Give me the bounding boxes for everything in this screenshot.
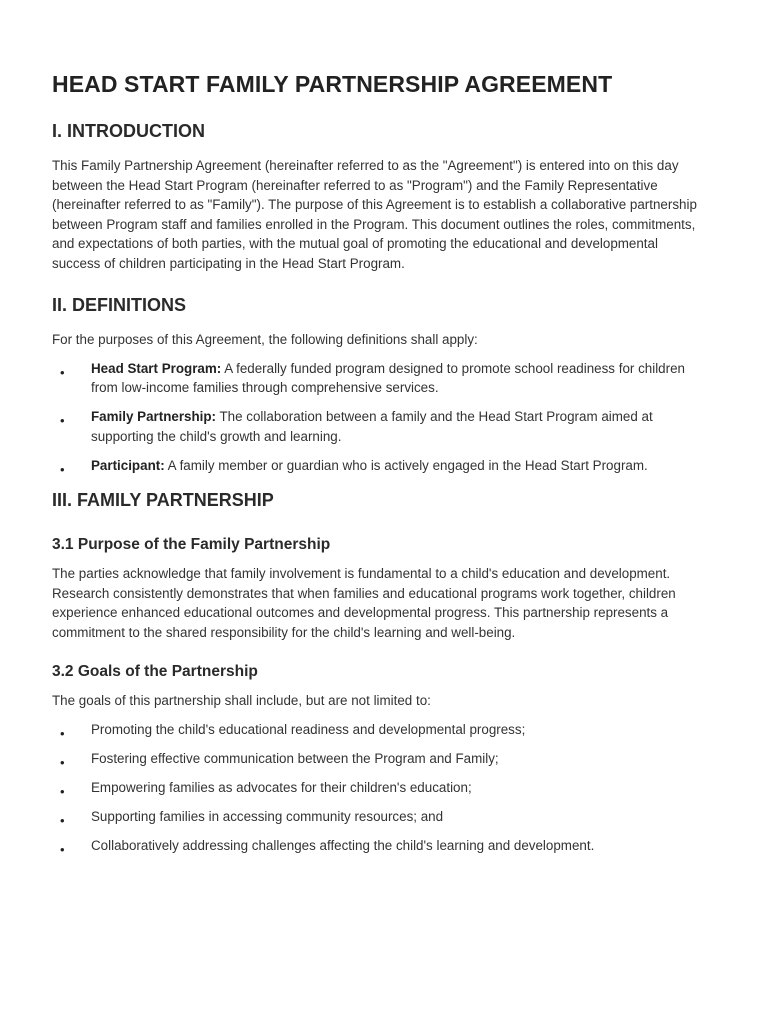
definition-item bbox=[52, 407, 710, 446]
definition-term: Head Start Program: bbox=[91, 360, 222, 376]
goals-list bbox=[52, 720, 710, 856]
goal-text: Promoting the child's educational readiness and developmental progress; bbox=[91, 721, 526, 737]
bullet-icon: • bbox=[60, 725, 65, 741]
bullet-icon: • bbox=[60, 461, 65, 477]
definition-text: A family member or guardian who is actively engaged in the Head Start Program. bbox=[167, 457, 648, 473]
section-heading-definitions: II. DEFINITIONS bbox=[52, 295, 187, 315]
bullet-icon: • bbox=[60, 812, 65, 828]
bullet-icon: • bbox=[60, 413, 65, 428]
goals-intro: The goals of this partnership shall include, but are not limited to: bbox=[52, 693, 431, 708]
definition-term: Family Partnership: bbox=[91, 409, 217, 424]
definition-text: The collaboration between a family and the Head Start Program aimed at supporting the child's growth and learning. bbox=[91, 409, 653, 444]
goal-item bbox=[52, 836, 710, 856]
goal-text: Fostering effective communication between the Program and Family; bbox=[91, 750, 499, 766]
definition-item bbox=[52, 359, 710, 398]
definition-item bbox=[52, 456, 710, 476]
subsection-heading-purpose: 3.1 Purpose of the Family Partnership bbox=[52, 536, 331, 553]
goal-text: Collaboratively addressing challenges affecting the child's learning and development. bbox=[91, 837, 595, 853]
goal-text: Supporting families in accessing community resources; and bbox=[91, 808, 444, 824]
bullet-icon: • bbox=[60, 783, 65, 799]
section-heading-introduction: I. INTRODUCTION bbox=[52, 121, 205, 141]
bullet-icon: • bbox=[60, 364, 65, 380]
bullet-icon: • bbox=[60, 754, 65, 770]
goal-item bbox=[52, 778, 710, 798]
goal-item bbox=[52, 807, 710, 827]
definition-text: A federally funded program designed to promote school readiness for children from low-income families through comprehensive services. bbox=[91, 360, 685, 395]
goal-text: Empowering families as advocates for their children's education; bbox=[91, 779, 472, 795]
definition-term: Participant: bbox=[91, 457, 165, 473]
document-title: HEAD START FAMILY PARTNERSHIP AGREEMENT bbox=[52, 71, 613, 97]
goal-item bbox=[52, 720, 710, 740]
subsection-heading-goals: 3.2 Goals of the Partnership bbox=[52, 663, 258, 680]
section-heading-family-partnership: III. FAMILY PARTNERSHIP bbox=[52, 490, 274, 510]
purpose-paragraph: The parties acknowledge that family involvement is fundamental to a child's education and development. Research consistently demonstrates that when families and educational programs work together, children experience enhanced educational outcomes and developmental progress. This partnership represents a commitment to the shared responsibility for the child's learning and well-being. bbox=[52, 566, 676, 640]
goal-item bbox=[52, 749, 710, 769]
bullet-icon: • bbox=[60, 841, 65, 857]
definitions-list bbox=[52, 359, 710, 476]
definitions-intro: For the purposes of this Agreement, the following definitions shall apply: bbox=[52, 332, 478, 347]
introduction-paragraph: This Family Partnership Agreement (hereinafter referred to as the "Agreement") is entered into on this day between the Head Start Program (hereinafter referred to as "Program") and the Family Representative (hereinafter referred to as "Family"). The purpose of this Agreement is to establish a collaborative partnership between Program staff and families enrolled in the Program. This document outlines the roles, commitments, and expectations of both parties, with the mutual goal of promoting the educational and developmental success of children participating in the Head Start Program. bbox=[52, 158, 697, 271]
